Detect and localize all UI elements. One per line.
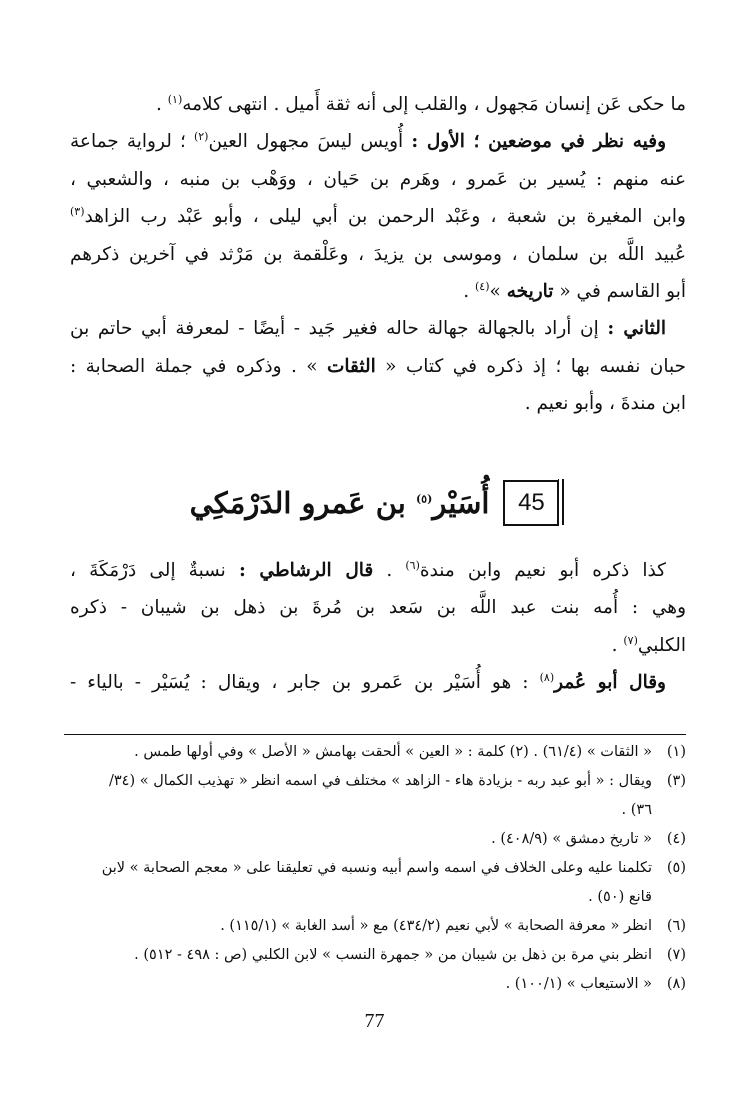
- footnote-ref-8[interactable]: (٨): [539, 671, 555, 685]
- footnote-3-continuation: ٣٦) .: [621, 802, 652, 818]
- paragraph-2-line-5: أبو القاسم في « تاريخه »$^{(٤)}$ .: [463, 279, 686, 302]
- entry-heading: [0, 473, 749, 533]
- entry-line-3: الكلبي$^{(٧)}$ .: [611, 633, 686, 656]
- entry-number-box: [503, 480, 559, 526]
- footnote-3: (٣) ويقال : « أبو عبد ربه - بزيادة هاء - الزاهد » مختلف في اسمه انظر « تهذيب الكمال » (٣٤/: [109, 773, 686, 789]
- body-text-top: [70, 86, 686, 423]
- entry-line-4: وقال أبو عُمر$^{(٨)}$ : هو أُسَيْر بن عَمرو بن جابر ، ويقال : يُسَيْر - بالياء -: [70, 671, 666, 694]
- footnote-ref-4[interactable]: (٤): [475, 279, 490, 293]
- footnote-6: (٦) انظر « معرفة الصحابة » لأبي نعيم (٤٣٤/٢) مع « أسد الغابة » (١١٥/١) .: [220, 918, 686, 934]
- footnote-7: (٧) انظر بني مرة بن ذهل بن شيبان من « جمهرة النسب » لابن الكلبي (ص : ٤٩٨ - ٥١٢) .: [134, 947, 686, 963]
- entry-number: 45: [518, 489, 545, 516]
- body-text-entry: [70, 552, 686, 702]
- paragraph-1-line-1: ما حكى عَن إنسان مَجهول ، والقلب إلى أنه ثقة أَميل . انتهى كلامه$^{(١)}$ .: [155, 92, 686, 115]
- footnote-ref-7[interactable]: (٧): [623, 633, 638, 647]
- footnote-8: (٨) « الاستيعاب » (١٠٠/١) .: [505, 976, 686, 992]
- page-number: 77: [364, 1010, 385, 1032]
- footnote-ref-6[interactable]: (٦): [405, 558, 420, 572]
- paragraph-3-line-1: الثاني : إن أراد بالجهالة جهالة حاله فغير جَيد - أيضًا - لمعرفة أبي حاتم بن: [70, 318, 666, 340]
- footnote-divider: [64, 734, 686, 735]
- footnote-ref-5[interactable]: (٥): [415, 492, 433, 506]
- paragraph-3-line-2: حبان نفسه بها ؛ إذ ذكره في كتاب « الثقات » . وذكره في جملة الصحابة :: [70, 355, 686, 377]
- paragraph-2-line-2: عنه منهم : يُسير بن عَمرو ، وهَرم بن حَيان ، ووَهْب بن منبه ، والشعبي ،: [70, 168, 686, 190]
- footnote-5-continuation: قانع (٥٠) .: [588, 889, 652, 905]
- paragraph-2-line-3: وابن المغيرة بن شعبة ، وعَبْد الرحمن بن أبي ليلى ، وأبو عَبْد رب الزاهد$^{(٣)}$: [70, 205, 686, 228]
- paragraph-2-line-4: عُبيد اللَّه بن سلمان ، وموسى بن يزيدَ ، وعَلْقمة بن مَرْثد في آخرين ذكرهم: [70, 243, 686, 265]
- footnote-1: (١) « الثقات » (٦١/٤) . (٢) كلمة : « العين » ألحقت بهامش « الأصل » وفي أولها طمس .: [134, 744, 686, 760]
- footnotes: [64, 738, 686, 999]
- footnote-ref-3[interactable]: (٣): [70, 205, 85, 219]
- entry-line-1: كذا ذكره أبو نعيم وابن مندة$^{(٦)}$ . قال الرشاطي : نسبةٌ إلى دَرْمَكَةَ ،: [70, 558, 666, 581]
- entry-line-2: وهي : أُمه بنت عبد اللَّه بن سَعد بن مُرةَ بن ذهل بن شيبان - ذكره: [70, 597, 686, 619]
- paragraph-3-line-3: ابن مندةَ ، وأبو نعيم .: [524, 393, 686, 415]
- footnote-ref-1[interactable]: (١): [167, 92, 183, 106]
- paragraph-2-line-1: وفيه نظر في موضعين ؛ الأول : أُويس ليسَ مجهول العين$^{(٢)}$ ؛ لرواية جماعة: [70, 130, 666, 153]
- footnote-5: (٥) تكلمنا عليه وعلى الخلاف في اسمه واسم أبيه ونسبه في تعليقنا على « معجم الصحابة » لابن: [101, 860, 686, 876]
- footnote-4: (٤) « تاريخ دمشق » (٤٠٨/٩) .: [491, 831, 686, 847]
- entry-title: أُسَيْر$^{(٥)}$ بن عَمرو الدَرْمَكِي: [189, 486, 490, 520]
- footnote-ref-2[interactable]: (٢): [193, 130, 209, 144]
